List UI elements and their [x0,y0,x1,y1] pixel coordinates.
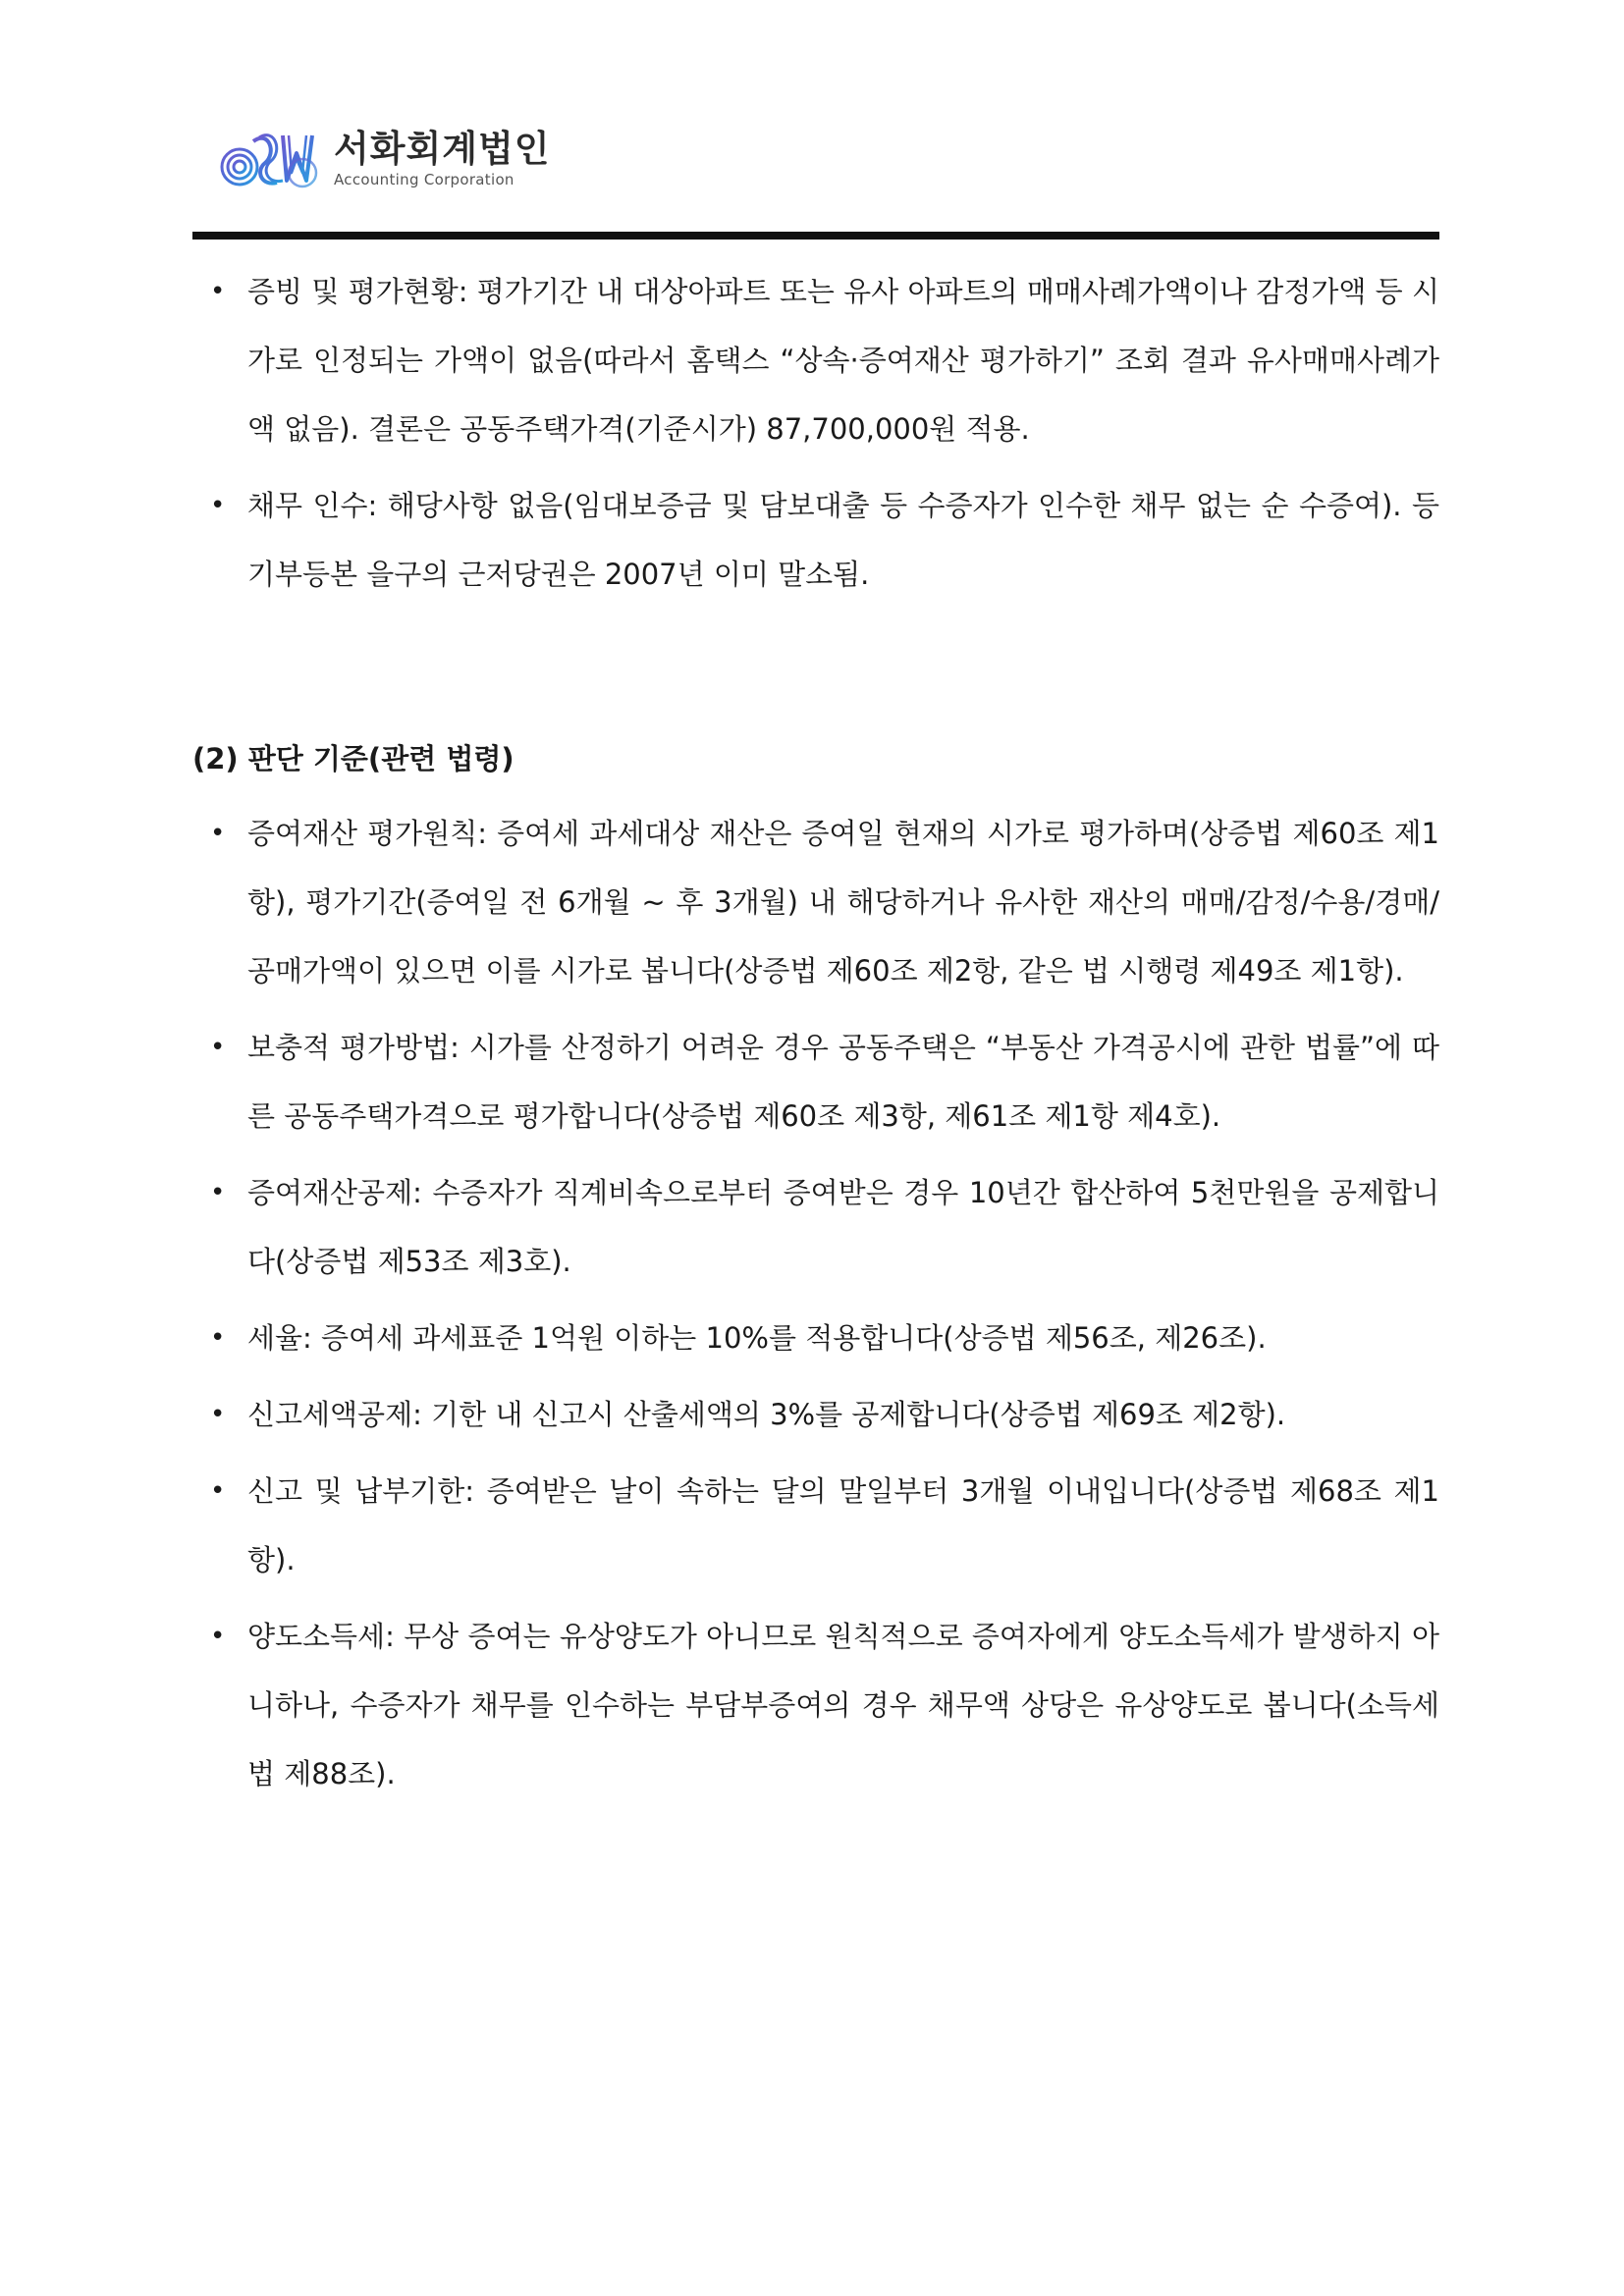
section-spacer [192,616,1439,724]
logo-korean-name: 서화회계법인 [334,128,551,170]
sw-wave-logo-icon [218,124,324,194]
list-item: • 신고 및 납부기한: 증여받은 날이 속하는 달의 말일부터 3개월 이내입니다(상증법 제68조 제1항). [192,1457,1439,1594]
list-item: • 증빙 및 평가현황: 평가기간 내 대상아파트 또는 유사 아파트의 매매사례가액이나 감정가액 등 시가로 인정되는 가액이 없음(따라서 홈택스 “상속·증여재산 평가하기” 조회 결과 유사매매사례가액 없음). 결론은 공동주택가격(기준시가) 87,700,000원 적용. [192,257,1439,463]
list-item: • 양도소득세: 무상 증여는 유상양도가 아니므로 원칙적으로 증여자에게 양도소득세가 발생하지 아니하나, 수증자가 채무를 인수하는 부담부증여의 경우 채무액 상당은 유상양도로 봅니다(소득세법 제88조). [192,1602,1439,1808]
logo-text [334,129,550,189]
document-body [192,257,1439,1816]
evidence-list [192,257,1439,609]
list-item: • 세율: 증여세 과세표준 1억원 이하는 10%를 적용합니다(상증법 제56조, 제26조). [192,1304,1439,1372]
list-item: • 증여재산공제: 수증자가 직계비속으로부터 증여받은 경우 10년간 합산하여 5천만원을 공제합니다(상증법 제53조 제3호). [192,1158,1439,1296]
header-divider [192,232,1439,240]
section-heading: (2) 판단 기준(관련 법령) [192,742,514,775]
page-header [218,120,550,198]
criteria-list [192,799,1439,1808]
list-item: • 보충적 평가방법: 시가를 산정하기 어려운 경우 공동주택은 “부동산 가격공시에 관한 법률”에 따른 공동주택가격으로 평가합니다(상증법 제60조 제3항, 제61조 제1항 제4호). [192,1013,1439,1150]
list-item: • 채무 인수: 해당사항 없음(임대보증금 및 담보대출 등 수증자가 인수한 채무 없는 순 수증여). 등기부등본 을구의 근저당권은 2007년 이미 말소됨. [192,471,1439,609]
list-item: • 신고세액공제: 기한 내 신고시 산출세액의 3%를 공제합니다(상증법 제69조 제2항). [192,1380,1439,1449]
list-item: • 증여재산 평가원칙: 증여세 과세대상 재산은 증여일 현재의 시가로 평가하며(상증법 제60조 제1항), 평가기간(증여일 전 6개월 ~ 후 3개월) 내 해당하거나 유사한 재산의 매매/감정/수용/경매/공매가액이 있으면 이를 시가로 봅니다(상증법 제60조 제2항, 같은 법 시행령 제49조 제1항). [192,799,1439,1005]
logo-english-name: Accounting Corporation [334,171,514,188]
